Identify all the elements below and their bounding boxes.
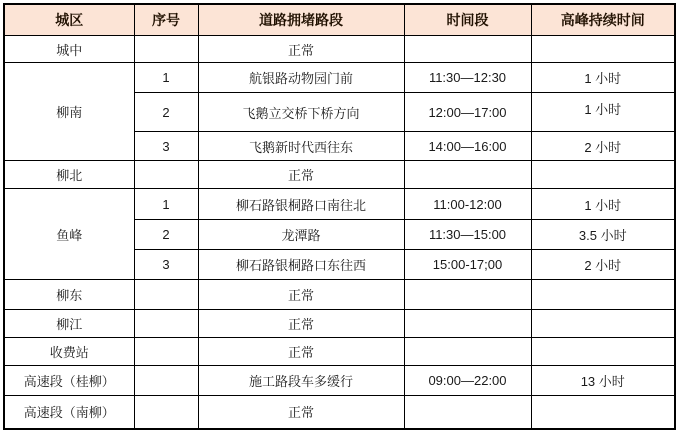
road-cell: 飞鹅新时代西往东 (198, 132, 404, 161)
road-cell: 正常 (198, 280, 404, 310)
header-road: 道路拥堵路段 (198, 4, 404, 36)
seq-cell (134, 310, 198, 338)
time-cell: 12:00—17:00 (404, 93, 531, 132)
table-row (4, 280, 675, 310)
table-row (4, 161, 675, 189)
header-row (4, 4, 675, 36)
district-cell: 柳江 (4, 310, 134, 338)
duration-cell: 2 小时 (531, 250, 675, 280)
time-cell: 11:30—15:00 (404, 220, 531, 250)
seq-cell (134, 161, 198, 189)
duration-cell (531, 338, 675, 366)
header-seq: 序号 (134, 4, 198, 36)
seq-cell: 2 (134, 220, 198, 250)
time-cell: 15:00-17;00 (404, 250, 531, 280)
duration-cell: 13 小时 (531, 366, 675, 396)
duration-cell: 2 小时 (531, 132, 675, 161)
seq-cell: 3 (134, 250, 198, 280)
district-cell: 鱼峰 (4, 189, 134, 280)
road-cell: 正常 (198, 310, 404, 338)
table-row (4, 366, 675, 396)
seq-cell (134, 396, 198, 429)
district-cell: 高速段（桂柳） (4, 366, 134, 396)
table-row (4, 36, 675, 63)
road-cell: 正常 (198, 36, 404, 63)
table-row (4, 189, 675, 220)
road-cell: 龙潭路 (198, 220, 404, 250)
seq-cell (134, 280, 198, 310)
seq-cell: 1 (134, 189, 198, 220)
duration-cell (531, 396, 675, 429)
time-cell: 11:30—12:30 (404, 63, 531, 93)
district-cell: 高速段（南柳） (4, 396, 134, 429)
header-district: 城区 (4, 4, 134, 36)
district-cell: 柳东 (4, 280, 134, 310)
duration-cell (531, 36, 675, 63)
road-cell: 航银路动物园门前 (198, 63, 404, 93)
seq-cell (134, 338, 198, 366)
time-cell (404, 280, 531, 310)
table-row (4, 310, 675, 338)
table-row (4, 338, 675, 366)
duration-cell: 1 小时 (531, 63, 675, 93)
duration-cell: 1 小时 (531, 189, 675, 220)
time-cell (404, 338, 531, 366)
seq-cell (134, 36, 198, 63)
duration-cell (531, 310, 675, 338)
table-row (4, 63, 675, 93)
road-cell: 飞鹅立交桥下桥方向 (198, 93, 404, 132)
district-cell: 柳南 (4, 63, 134, 161)
district-cell: 收费站 (4, 338, 134, 366)
district-cell: 城中 (4, 36, 134, 63)
road-cell: 正常 (198, 396, 404, 429)
time-cell: 09:00—22:00 (404, 366, 531, 396)
seq-cell (134, 366, 198, 396)
seq-cell: 2 (134, 93, 198, 132)
road-cell: 施工路段车多缓行 (198, 366, 404, 396)
time-cell (404, 396, 531, 429)
duration-cell (531, 161, 675, 189)
road-cell: 柳石路银桐路口东往西 (198, 250, 404, 280)
header-time: 时间段 (404, 4, 531, 36)
time-cell (404, 310, 531, 338)
duration-cell: 3.5 小时 (531, 220, 675, 250)
time-cell (404, 36, 531, 63)
time-cell (404, 161, 531, 189)
seq-cell: 3 (134, 132, 198, 161)
header-duration: 高峰持续时间 (531, 4, 675, 36)
road-cell: 柳石路银桐路口南往北 (198, 189, 404, 220)
table-row (4, 396, 675, 429)
duration-cell: 1 小时 (531, 93, 675, 132)
time-cell: 14:00—16:00 (404, 132, 531, 161)
district-cell: 柳北 (4, 161, 134, 189)
traffic-congestion-table (3, 3, 676, 430)
time-cell: 11:00-12:00 (404, 189, 531, 220)
duration-cell (531, 280, 675, 310)
seq-cell: 1 (134, 63, 198, 93)
road-cell: 正常 (198, 161, 404, 189)
road-cell: 正常 (198, 338, 404, 366)
